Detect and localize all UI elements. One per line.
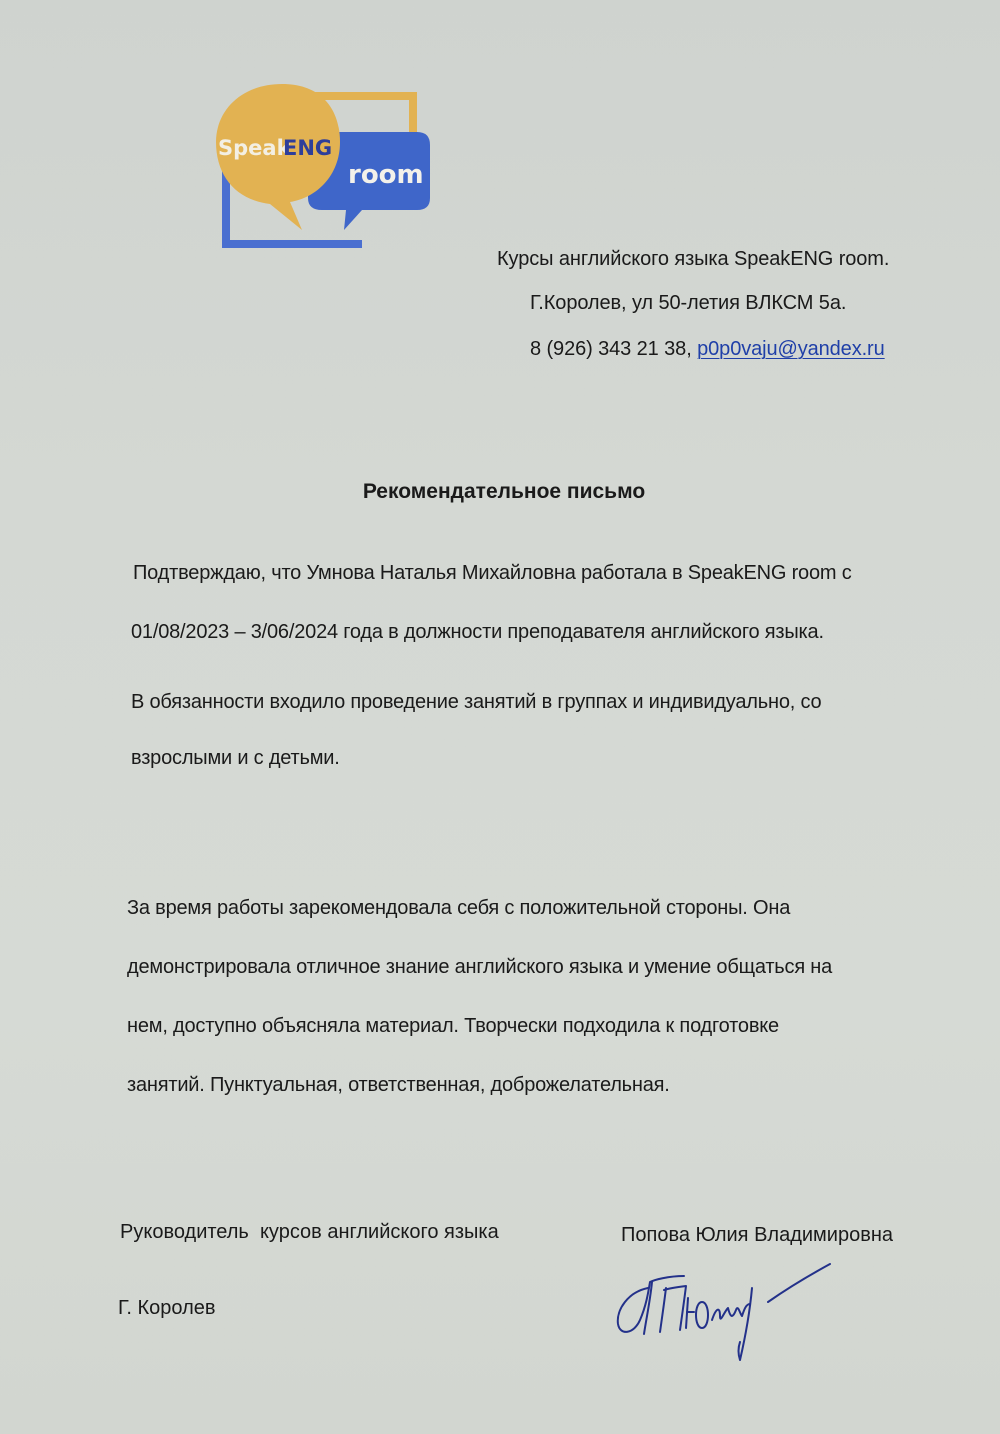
paragraph-1-line-1: Подтверждаю, что Умнова Наталья Михайловна работала в SpeakENG room с [133, 562, 852, 584]
signer-city: Г. Королев [118, 1297, 216, 1319]
signer-name: Попова Юлия Владимировна [621, 1224, 894, 1246]
paragraph-3-line-3: нем, доступно объясняла материал. Творчески подходила к подготовке [127, 1015, 779, 1037]
paragraph-3-line-1: За время работы зарекомендовала себя с положительной стороны. Она [127, 897, 791, 919]
paragraph-1-line-2: 01/08/2023 – 3/06/2024 года в должности преподавателя английского языка. [131, 621, 824, 643]
handwritten-signature [608, 1258, 838, 1368]
email-link[interactable]: p0p0vaju@yandex.ru [697, 338, 885, 360]
logo-text-speak: Speak [218, 136, 291, 160]
organization-contacts [530, 338, 885, 361]
paragraph-2-line-2: взрослыми и с детьми. [131, 747, 340, 769]
organization-address: Г.Королев, ул 50-летия ВЛКСМ 5а. [530, 292, 847, 314]
phone-number: 8 (926) 343 21 38, [530, 338, 698, 360]
logo-text-eng: ENG [283, 136, 333, 160]
letter-title: Рекомендательное письмо [362, 480, 646, 503]
paragraph-3-line-4: занятий. Пунктуальная, ответственная, доброжелательная. [127, 1074, 670, 1096]
logo-graphic [212, 80, 437, 255]
organization-name: Курсы английского языка SpeakENG room. [497, 248, 890, 270]
paragraph-3-line-2: демонстрировала отличное знание английского языка и умение общаться на [127, 956, 833, 978]
logo-text-room: room [348, 160, 424, 190]
speakeng-room-logo [212, 80, 437, 255]
signer-role: Руководитель курсов английского языка [120, 1221, 499, 1243]
paragraph-2-line-1: В обязанности входило проведение занятий в группах и индивидуально, со [131, 691, 822, 713]
